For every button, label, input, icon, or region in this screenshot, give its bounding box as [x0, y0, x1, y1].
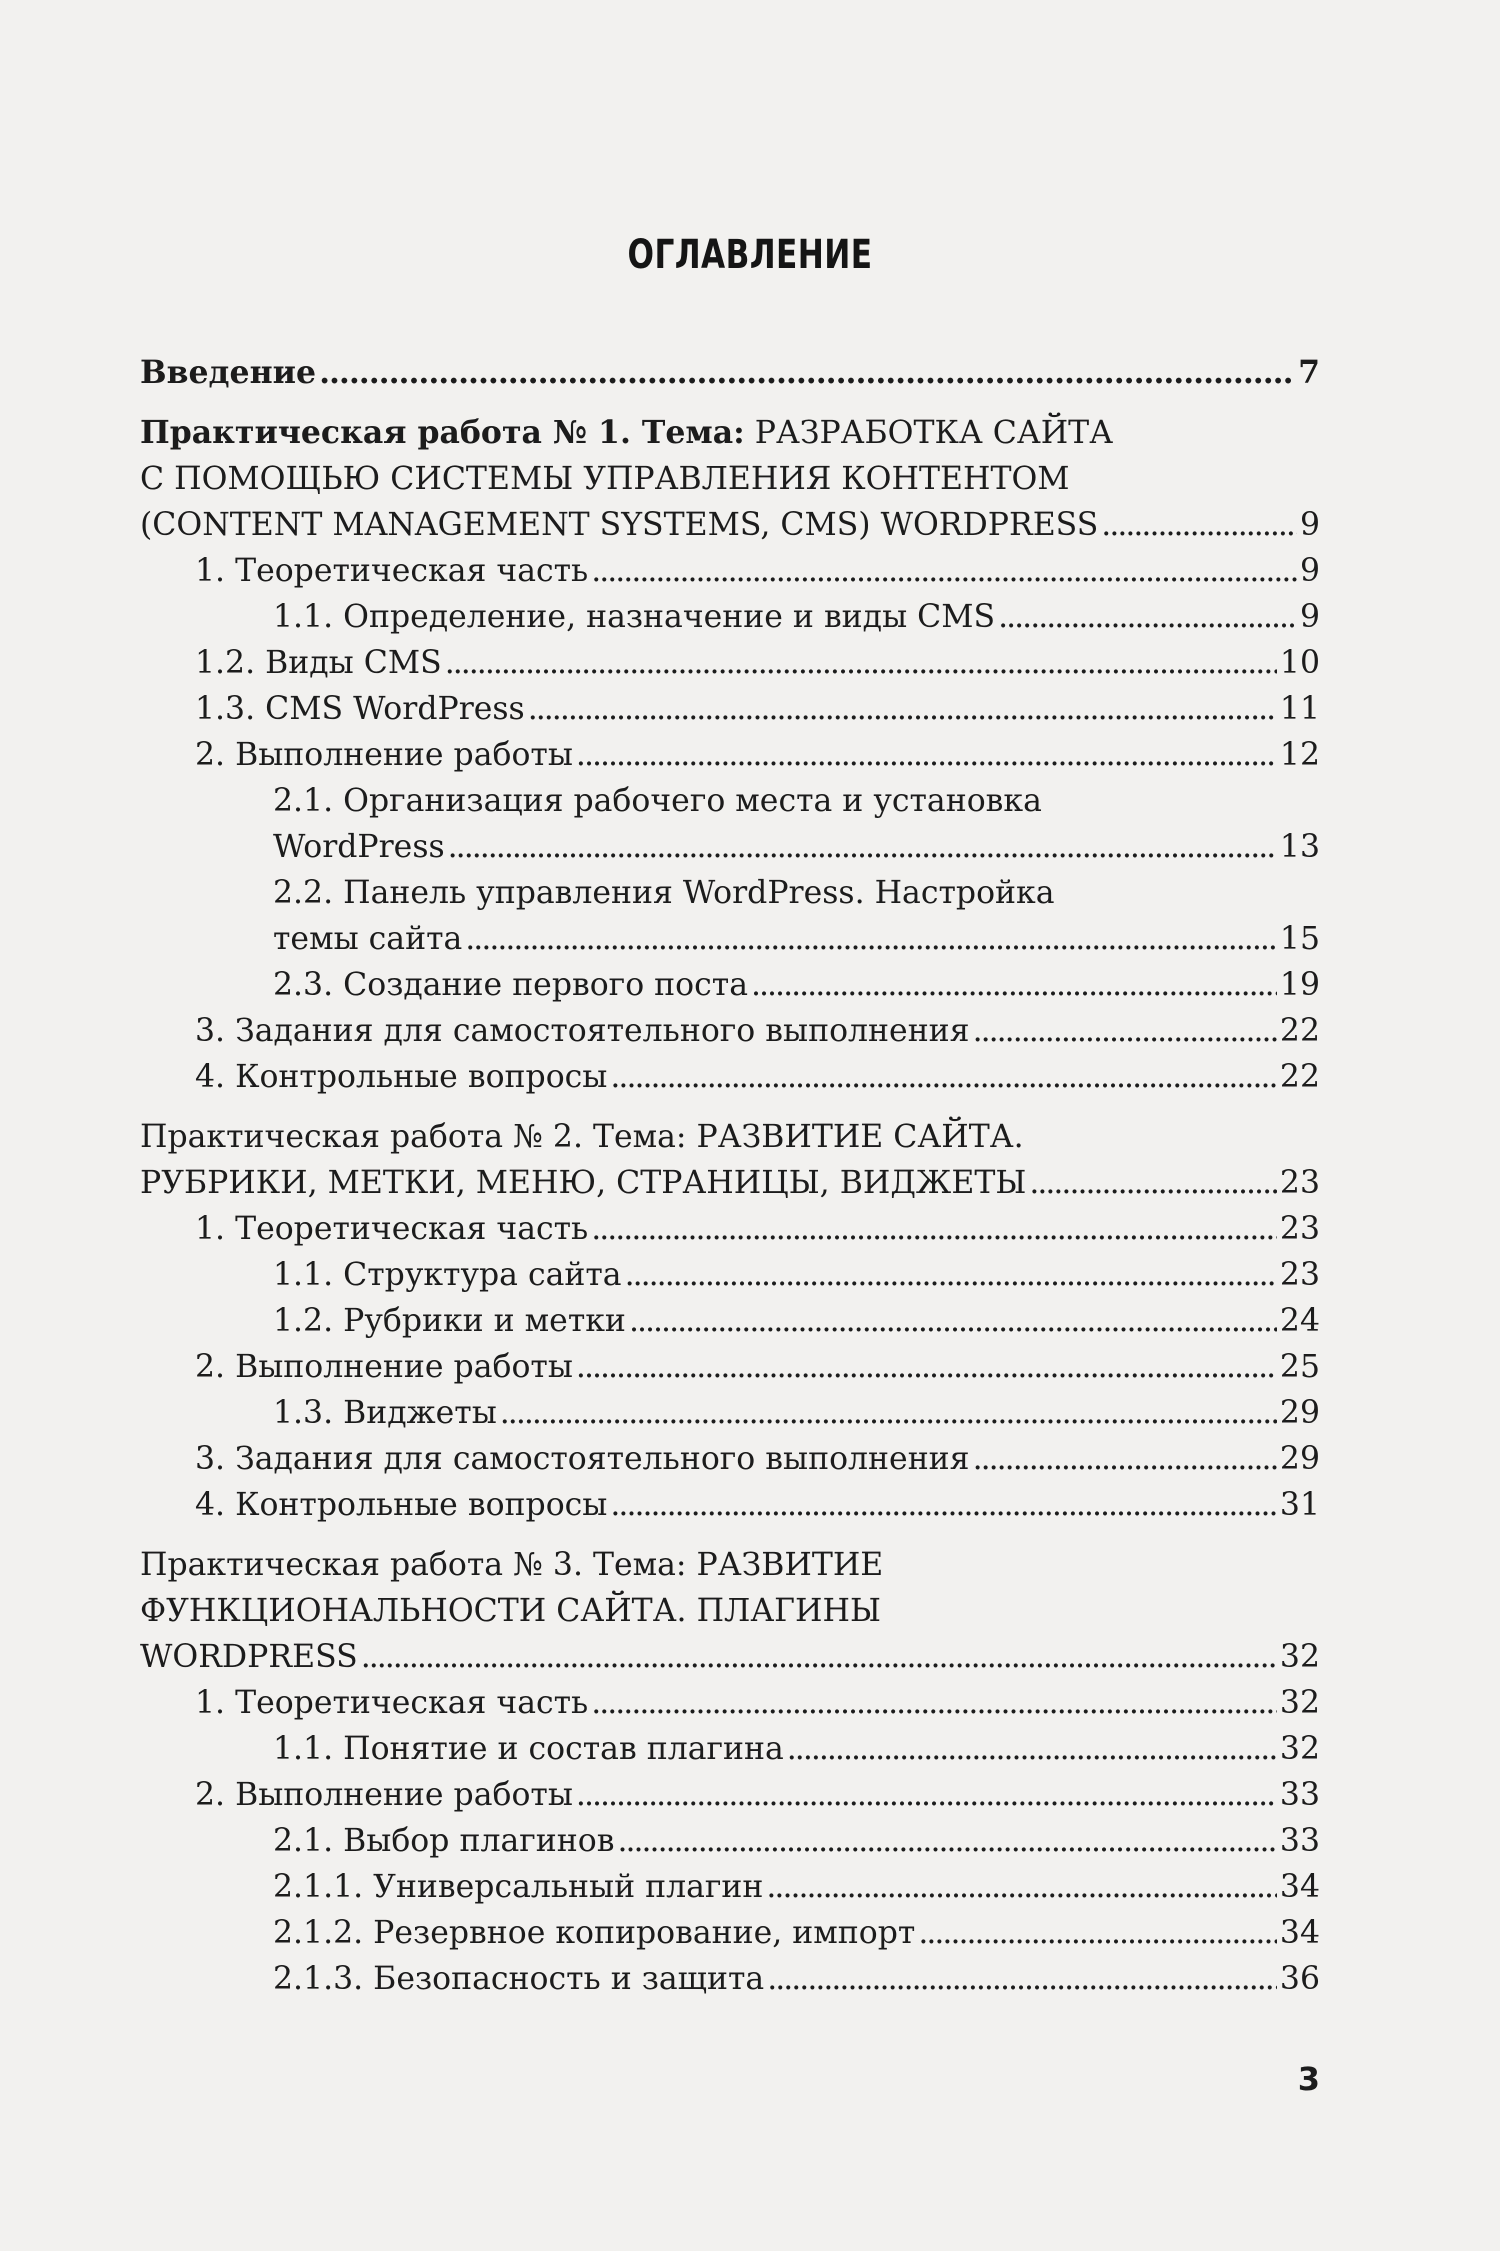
dot-leader — [576, 732, 1277, 778]
toc-entry-text: 1. Теоретическая часть — [195, 1211, 589, 1247]
toc-entry-text: 1.2. Виды CMS — [195, 645, 442, 681]
toc-entry-text: 3. Задания для самостоятельного выполнения — [195, 1441, 970, 1477]
toc-entry[interactable] — [140, 1910, 1320, 1956]
dot-leader — [591, 1206, 1277, 1252]
toc-entry-text: WORDPRESS — [140, 1639, 358, 1675]
toc-entry-text: 4. Контрольные вопросы — [195, 1487, 608, 1523]
toc-entry[interactable] — [140, 778, 1320, 870]
dot-leader — [918, 1910, 1277, 1956]
toc-page-number: 23 — [1279, 1211, 1320, 1247]
toc-entry[interactable] — [140, 548, 1320, 594]
toc-entry[interactable] — [140, 1252, 1320, 1298]
toc-page-number: 33 — [1279, 1823, 1320, 1859]
toc-entry-text: РУБРИКИ, МЕТКИ, МЕНЮ, СТРАНИЦЫ, ВИДЖЕТЫ — [140, 1165, 1027, 1201]
toc-entry-text: 1.1. Структура сайта — [273, 1257, 622, 1293]
toc-entry-text: 2. Выполнение работы — [195, 737, 573, 773]
toc-entry[interactable] — [140, 1344, 1320, 1390]
toc-entry-text: 1.2. Рубрики и метки — [273, 1303, 626, 1339]
toc-entry[interactable] — [140, 1054, 1320, 1100]
dot-leader — [319, 350, 1295, 396]
dot-leader — [576, 1344, 1277, 1390]
dot-leader — [766, 1864, 1277, 1910]
toc-page-number: 29 — [1279, 1395, 1320, 1431]
table-of-contents — [140, 350, 1320, 2002]
toc-entry-topic: РАЗРАБОТКА САЙТА — [754, 415, 1114, 451]
toc-page-number: 33 — [1279, 1777, 1320, 1813]
toc-entry[interactable] — [140, 1436, 1320, 1482]
toc-entry-text: 1. Теоретическая часть — [195, 1685, 589, 1721]
toc-entry-text: 2.1. Выбор плагинов — [273, 1823, 615, 1859]
toc-entry-text: 1.3. Виджеты — [273, 1395, 497, 1431]
toc-page-number: 13 — [1279, 829, 1320, 865]
toc-page-number: 36 — [1279, 1961, 1320, 1997]
toc-page-number: 29 — [1279, 1441, 1320, 1477]
dot-leader — [610, 1482, 1277, 1528]
toc-page-number: 31 — [1279, 1487, 1320, 1523]
toc-page-number: 23 — [1279, 1165, 1320, 1201]
toc-entry-practical-work-1[interactable] — [140, 410, 1320, 548]
toc-entry-text: 1.3. CMS WordPress — [195, 691, 525, 727]
toc-page-number: 19 — [1279, 967, 1320, 1003]
toc-entry[interactable] — [140, 594, 1320, 640]
toc-page-number: 32 — [1279, 1639, 1320, 1675]
toc-entry[interactable] — [140, 1390, 1320, 1436]
toc-page-number: 23 — [1279, 1257, 1320, 1293]
toc-entry-text: 2.1. Организация рабочего места и установка — [273, 783, 1042, 819]
dot-leader — [448, 824, 1277, 870]
toc-page-number: 9 — [1299, 553, 1320, 589]
toc-entry-introduction[interactable] — [140, 350, 1320, 396]
toc-entry-text: темы сайта — [273, 921, 463, 957]
toc-entry-text: Практическая работа № 2. Тема: РАЗВИТИЕ САЙТА. — [140, 1119, 1024, 1155]
toc-entry-text: (CONTENT MANAGEMENT SYSTEMS, CMS) WORDPRESS — [140, 507, 1099, 543]
toc-entry-text: 1.1. Понятие и состав плагина — [273, 1731, 784, 1767]
dot-leader — [973, 1008, 1277, 1054]
dot-leader — [576, 1772, 1277, 1818]
toc-page-number: 34 — [1279, 1869, 1320, 1905]
dot-leader — [629, 1298, 1277, 1344]
dot-leader — [1101, 502, 1297, 548]
toc-page-number: 34 — [1279, 1915, 1320, 1951]
toc-page-number: 24 — [1279, 1303, 1320, 1339]
toc-entry[interactable] — [140, 1298, 1320, 1344]
dot-leader — [617, 1818, 1276, 1864]
toc-entry[interactable] — [140, 1956, 1320, 2002]
dot-leader — [1029, 1160, 1277, 1206]
page-title: ОГЛАВЛЕНИЕ — [627, 232, 873, 278]
dot-leader — [361, 1634, 1277, 1680]
dot-leader — [465, 916, 1277, 962]
toc-entry-text: 1. Теоретическая часть — [195, 553, 589, 589]
toc-page-number: 22 — [1279, 1059, 1320, 1095]
toc-entry[interactable] — [140, 1206, 1320, 1252]
toc-entry-text: WordPress — [273, 829, 445, 865]
toc-page-number: 10 — [1279, 645, 1320, 681]
toc-page-number: 12 — [1279, 737, 1320, 773]
toc-page-number: 22 — [1279, 1013, 1320, 1049]
toc-page-number: 9 — [1299, 507, 1320, 543]
toc-entry-text: 2.2. Панель управления WordPress. Настройка — [273, 875, 1055, 911]
dot-leader — [591, 548, 1297, 594]
dot-leader — [625, 1252, 1277, 1298]
toc-entry[interactable] — [140, 1008, 1320, 1054]
toc-entry[interactable] — [140, 962, 1320, 1008]
toc-entry[interactable] — [140, 1482, 1320, 1528]
toc-entry-text: 1.1. Определение, назначение и виды CMS — [273, 599, 996, 635]
toc-entry-text: 2. Выполнение работы — [195, 1777, 573, 1813]
dot-leader — [610, 1054, 1277, 1100]
toc-page-number: 32 — [1279, 1731, 1320, 1767]
dot-leader — [445, 640, 1277, 686]
toc-page-number: 11 — [1279, 691, 1320, 727]
toc-entry-text: 4. Контрольные вопросы — [195, 1059, 608, 1095]
toc-entry[interactable] — [140, 1864, 1320, 1910]
dot-leader — [500, 1390, 1277, 1436]
toc-entry-text: 2. Выполнение работы — [195, 1349, 573, 1385]
dot-leader — [998, 594, 1297, 640]
toc-page-number: 9 — [1299, 599, 1320, 635]
toc-entry[interactable] — [140, 732, 1320, 778]
toc-entry-text: 2.1.2. Резервное копирование, импорт — [273, 1915, 916, 1951]
dot-leader — [591, 1680, 1277, 1726]
toc-entry-practical-work-2[interactable] — [140, 1114, 1320, 1206]
toc-entry[interactable] — [140, 640, 1320, 686]
toc-entry-label: Практическая работа № 1. Тема: — [140, 414, 745, 451]
toc-entry-practical-work-3[interactable] — [140, 1542, 1320, 1680]
dot-leader — [751, 962, 1277, 1008]
toc-entry[interactable] — [140, 1680, 1320, 1726]
toc-entry-text: 3. Задания для самостоятельного выполнения — [195, 1013, 970, 1049]
toc-page-number: 32 — [1279, 1685, 1320, 1721]
page-number: 3 — [1297, 2060, 1320, 2098]
dot-leader — [973, 1436, 1277, 1482]
toc-page-number: 25 — [1279, 1349, 1320, 1385]
dot-leader — [528, 686, 1277, 732]
toc-page-number: 7 — [1298, 354, 1320, 391]
toc-entry-text: Практическая работа № 3. Тема: РАЗВИТИЕ — [140, 1547, 884, 1583]
toc-entry[interactable] — [140, 1726, 1320, 1772]
toc-entry[interactable] — [140, 870, 1320, 962]
toc-entry[interactable] — [140, 1818, 1320, 1864]
toc-entry-text: 2.1.1. Универсальный плагин — [273, 1869, 764, 1905]
toc-entry-text: С ПОМОЩЬЮ СИСТЕМЫ УПРАВЛЕНИЯ КОНТЕНТОМ — [140, 461, 1070, 497]
toc-entry-text: 2.1.3. Безопасность и защита — [273, 1961, 765, 1997]
toc-entry-text: ФУНКЦИОНАЛЬНОСТИ САЙТА. ПЛАГИНЫ — [140, 1593, 881, 1629]
toc-entry[interactable] — [140, 1772, 1320, 1818]
toc-entry-text: Введение — [140, 354, 317, 391]
dot-leader — [787, 1726, 1277, 1772]
toc-page-number: 15 — [1279, 921, 1320, 957]
dot-leader — [767, 1956, 1277, 2002]
toc-entry-text: 2.3. Создание первого поста — [273, 967, 748, 1003]
toc-entry[interactable] — [140, 686, 1320, 732]
